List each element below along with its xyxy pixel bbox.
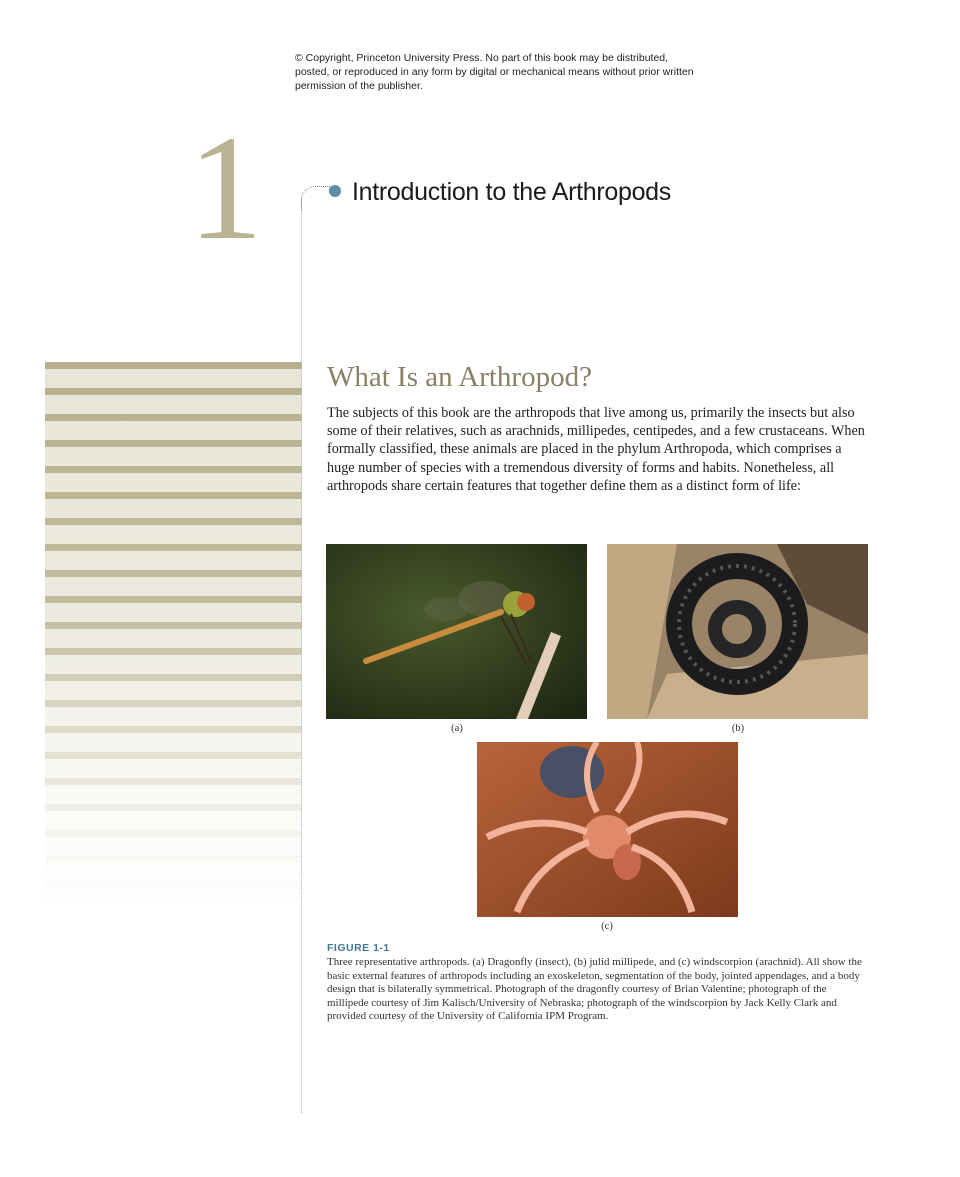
chapter-bullet-icon <box>329 185 341 197</box>
dotted-guide-line <box>301 198 302 1113</box>
figure-label: FIGURE 1-1 <box>327 942 390 954</box>
figure-caption: Three representative arthropods. (a) Dragonfly (insect), (b) julid millipede, and (c) windscorpion (arachnid). All show the basic external features of arthropods including an exoskeleton, segmentation of the body, jointed appendages, and a body design that is bilaterally symmetrical. Photograph of the dragonfly courtesy of Brian Valentine; photograph of the millipede courtesy of Jim Kalisch/University of Nebraska; photograph of the windscorpion by Jack Kelly Clark and provided courtesy of the University of California IPM Program. <box>327 956 862 1022</box>
stripes-fade <box>45 362 302 910</box>
photo-dragonfly <box>326 544 587 719</box>
panel-label-c: (c) <box>601 921 613 932</box>
panel-label-a: (a) <box>451 723 463 734</box>
chapter-number: 1 <box>188 105 263 271</box>
body-paragraph: The subjects of this book are the arthropods that live among us, primarily the insects but also some of their relatives, such as arachnids, millipedes, centipedes, and a few crustaceans. When formally classified, these animals are placed in the phylum Arthropoda, which comprises a huge number of species with a tremendous diversity of forms and habits. Nonetheless, all arthropods share certain features that together define them as a distinct form of life: <box>327 405 865 494</box>
panel-label-b: (b) <box>731 723 745 734</box>
chapter-title: Introduction to the Arthropods <box>352 178 671 206</box>
photo-millipede <box>607 544 868 719</box>
photo-windscorpion <box>477 742 738 917</box>
section-heading: What Is an Arthropod? <box>327 361 592 393</box>
copyright-notice: © Copyright, Princeton University Press. No part of this book may be distributed, posted, or reproduced in any form by digital or mechanical means without prior written permission of the publisher. <box>295 52 694 92</box>
